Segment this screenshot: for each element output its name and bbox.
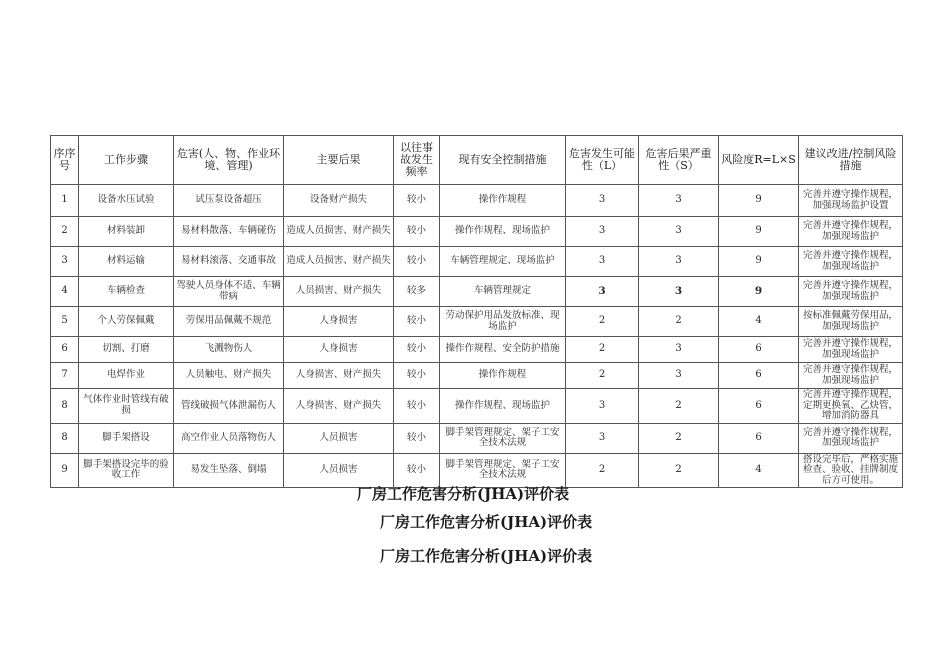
cell-history: 较小 [394, 423, 440, 453]
cell-likelihood: 2 [566, 363, 639, 389]
cell-consequence: 造成人员损害、财产损失 [284, 217, 394, 247]
header-control: 现有安全控制措施 [440, 136, 566, 185]
cell-step: 气体作业时管线有破损 [79, 389, 174, 424]
header-risk: 风险度R=L×S [719, 136, 799, 185]
cell-advice: 完善并遵守操作规程，加强现场监护 [799, 217, 903, 247]
cell-control: 操作作规程、安全防护措施 [440, 337, 566, 363]
cell-consequence: 设备财产损失 [284, 185, 394, 217]
cell-history: 较小 [394, 185, 440, 217]
table-row [51, 185, 903, 217]
cell-history: 较多 [394, 277, 440, 307]
jha-table-body [51, 185, 903, 488]
cell-hazard: 高空作业人员落物伤人 [174, 423, 284, 453]
cell-likelihood: 2 [566, 337, 639, 363]
cell-hazard: 人员触电、财产损失 [174, 363, 284, 389]
cell-risk: 4 [719, 307, 799, 337]
cell-seq: 5 [51, 307, 79, 337]
header-history: 以往事故发生频率 [394, 136, 440, 185]
jha-sheet [50, 135, 902, 488]
cell-severity: 2 [639, 307, 719, 337]
cell-history: 较小 [394, 307, 440, 337]
cell-hazard: 驾驶人员身体不适、车辆带病 [174, 277, 284, 307]
table-row [51, 363, 903, 389]
cell-risk: 6 [719, 363, 799, 389]
table-row [51, 453, 903, 488]
cell-severity: 2 [639, 389, 719, 424]
cell-consequence: 人员损害、财产损失 [284, 277, 394, 307]
page-title-repeat: 厂房工作危害分析(JHA)评价表 [380, 513, 593, 531]
cell-advice: 完善并遵守操作规程，定期更换氧、乙炔管，增加消防器具 [799, 389, 903, 424]
cell-hazard: 试压泵设备超压 [174, 185, 284, 217]
cell-risk: 9 [719, 247, 799, 277]
cell-severity: 2 [639, 453, 719, 488]
cell-seq: 9 [51, 453, 79, 488]
cell-hazard: 劳保用品佩戴不规范 [174, 307, 284, 337]
cell-control: 操作作规程 [440, 363, 566, 389]
cell-advice: 完善并遵守操作规程，加强现场监护 [799, 277, 903, 307]
cell-likelihood: 2 [566, 453, 639, 488]
cell-control: 车辆管理规定、现场监护 [440, 247, 566, 277]
cell-advice: 搭设完毕后，严格实施检查、验收、挂牌制度后方可使用。 [799, 453, 903, 488]
cell-consequence: 人身损害、财产损失 [284, 363, 394, 389]
cell-history: 较小 [394, 453, 440, 488]
cell-advice: 按标准佩戴劳保用品，加强现场监护 [799, 307, 903, 337]
cell-likelihood: 3 [566, 185, 639, 217]
cell-history: 较小 [394, 337, 440, 363]
cell-severity: 3 [639, 217, 719, 247]
header-likelihood: 危害发生可能性（L） [566, 136, 639, 185]
table-row [51, 277, 903, 307]
cell-severity: 3 [639, 337, 719, 363]
table-header-row [51, 136, 903, 185]
cell-seq: 3 [51, 247, 79, 277]
cell-likelihood: 3 [566, 217, 639, 247]
cell-step: 脚手架搭设完毕的验收工作 [79, 453, 174, 488]
cell-risk: 9 [719, 217, 799, 247]
cell-consequence: 人员损害 [284, 453, 394, 488]
cell-history: 较小 [394, 247, 440, 277]
cell-hazard: 管线破损气体泄漏伤人 [174, 389, 284, 424]
cell-consequence: 人身损害 [284, 337, 394, 363]
header-step: 工作步骤 [79, 136, 174, 185]
cell-severity: 3 [639, 277, 719, 307]
cell-severity: 3 [639, 185, 719, 217]
table-row [51, 337, 903, 363]
cell-step: 材料装卸 [79, 217, 174, 247]
cell-seq: 2 [51, 217, 79, 247]
page-title-repeat-2: 厂房工作危害分析(JHA)评价表 [380, 547, 593, 565]
cell-control: 操作作规程、现场监护 [440, 217, 566, 247]
jha-table [50, 135, 903, 488]
table-row [51, 247, 903, 277]
cell-advice: 完善并遵守操作规程，加强现场监护 [799, 363, 903, 389]
cell-step: 设备水压试验 [79, 185, 174, 217]
cell-severity: 3 [639, 363, 719, 389]
cell-history: 较小 [394, 363, 440, 389]
cell-risk: 4 [719, 453, 799, 488]
header-consequence: 主要后果 [284, 136, 394, 185]
table-row [51, 423, 903, 453]
cell-consequence: 造成人员损害、财产损失 [284, 247, 394, 277]
cell-history: 较小 [394, 389, 440, 424]
cell-consequence: 人员损害 [284, 423, 394, 453]
table-row [51, 389, 903, 424]
cell-control: 劳动保护用品发放标准、现场监护 [440, 307, 566, 337]
header-advice: 建议改进/控制风险措施 [799, 136, 903, 185]
cell-seq: 6 [51, 337, 79, 363]
cell-control: 操作作规程、现场监护 [440, 389, 566, 424]
cell-seq: 1 [51, 185, 79, 217]
header-severity: 危害后果严重性（S） [639, 136, 719, 185]
cell-seq: 7 [51, 363, 79, 389]
cell-control: 操作作规程 [440, 185, 566, 217]
cell-hazard: 易材料滚落、交通事故 [174, 247, 284, 277]
cell-likelihood: 3 [566, 389, 639, 424]
cell-risk: 6 [719, 389, 799, 424]
cell-control: 脚手架管理规定、架子工安全技术法规 [440, 423, 566, 453]
cell-hazard: 易材料散落、车辆碰伤 [174, 217, 284, 247]
cell-seq: 4 [51, 277, 79, 307]
cell-risk: 6 [719, 423, 799, 453]
cell-severity: 2 [639, 423, 719, 453]
cell-likelihood: 3 [566, 277, 639, 307]
cell-advice: 完善并遵守操作规程，加强现场监护 [799, 247, 903, 277]
cell-risk: 9 [719, 277, 799, 307]
cell-control: 脚手架管理规定、架子工安全技术法规 [440, 453, 566, 488]
cell-step: 电焊作业 [79, 363, 174, 389]
cell-risk: 6 [719, 337, 799, 363]
cell-consequence: 人身损害 [284, 307, 394, 337]
cell-history: 较小 [394, 217, 440, 247]
cell-seq: 8 [51, 389, 79, 424]
cell-likelihood: 3 [566, 423, 639, 453]
cell-advice: 完善并遵守操作规程，加强现场监护 [799, 423, 903, 453]
cell-likelihood: 3 [566, 247, 639, 277]
table-row [51, 217, 903, 247]
cell-advice: 完善并遵守操作规程，加强现场监护 [799, 337, 903, 363]
cell-risk: 9 [719, 185, 799, 217]
cell-likelihood: 2 [566, 307, 639, 337]
cell-step: 材料运输 [79, 247, 174, 277]
page-title: 厂房工作危害分析(JHA)评价表 [357, 485, 570, 503]
cell-hazard: 飞溅物伤人 [174, 337, 284, 363]
cell-step: 脚手架搭设 [79, 423, 174, 453]
table-row [51, 307, 903, 337]
cell-hazard: 易发生坠落、倒塌 [174, 453, 284, 488]
header-seq: 序序号 [51, 136, 79, 185]
cell-severity: 3 [639, 247, 719, 277]
cell-step: 车辆检查 [79, 277, 174, 307]
cell-control: 车辆管理规定 [440, 277, 566, 307]
cell-advice: 完善并遵守操作规程，加强现场监护设置 [799, 185, 903, 217]
cell-step: 切割、打磨 [79, 337, 174, 363]
header-hazard: 危害(人、物、作业环境、管理) [174, 136, 284, 185]
cell-consequence: 人身损害、财产损失 [284, 389, 394, 424]
cell-step: 个人劳保佩戴 [79, 307, 174, 337]
cell-seq: 8 [51, 423, 79, 453]
